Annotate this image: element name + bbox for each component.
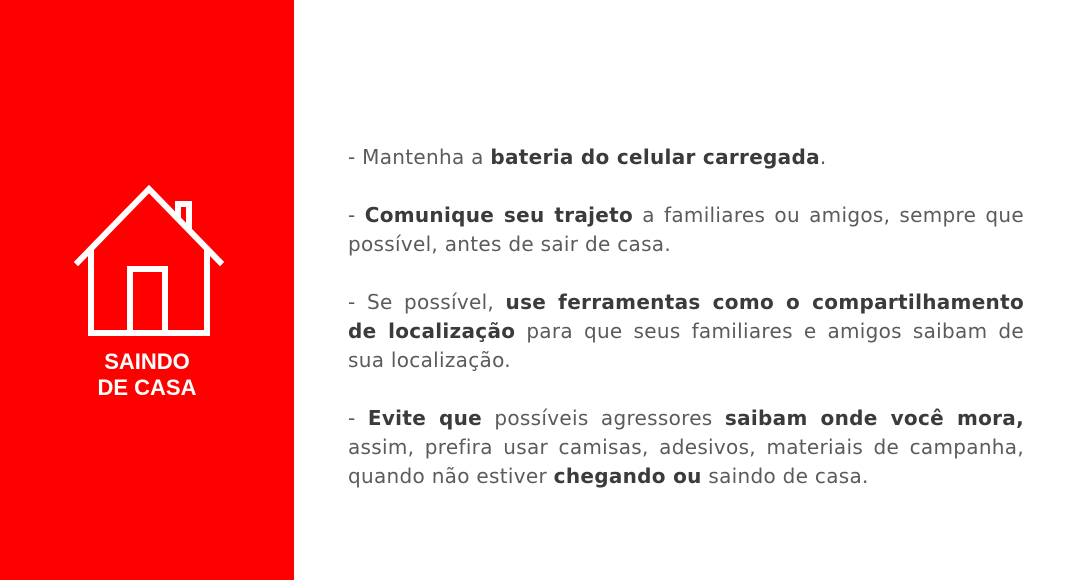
section-title bbox=[0, 349, 294, 401]
red-sidebar bbox=[0, 0, 294, 580]
tips-content bbox=[348, 143, 1024, 520]
tip-avoid-aggressors: - Evite que possíveis agressores saibam onde você mora, assim, prefira usar camisas, adesivos, materiais de campanha, quando não estiver chegando ou saindo de casa. bbox=[348, 406, 1024, 488]
house-icon bbox=[74, 183, 224, 338]
section-title-line2: DE CASA bbox=[97, 375, 197, 400]
tip-location-sharing: - Se possível, use ferramentas como o compartilhamento de localização para que seus familiares e amigos saibam de sua localização. bbox=[348, 290, 1025, 372]
tip-share-route: - Comunique seu trajeto a familiares ou amigos, sempre que possível, antes de sair de casa. bbox=[348, 203, 1024, 256]
tip-battery: - Mantenha a bateria do celular carregada. bbox=[348, 145, 827, 169]
section-title-line1: SAINDO bbox=[104, 349, 190, 374]
